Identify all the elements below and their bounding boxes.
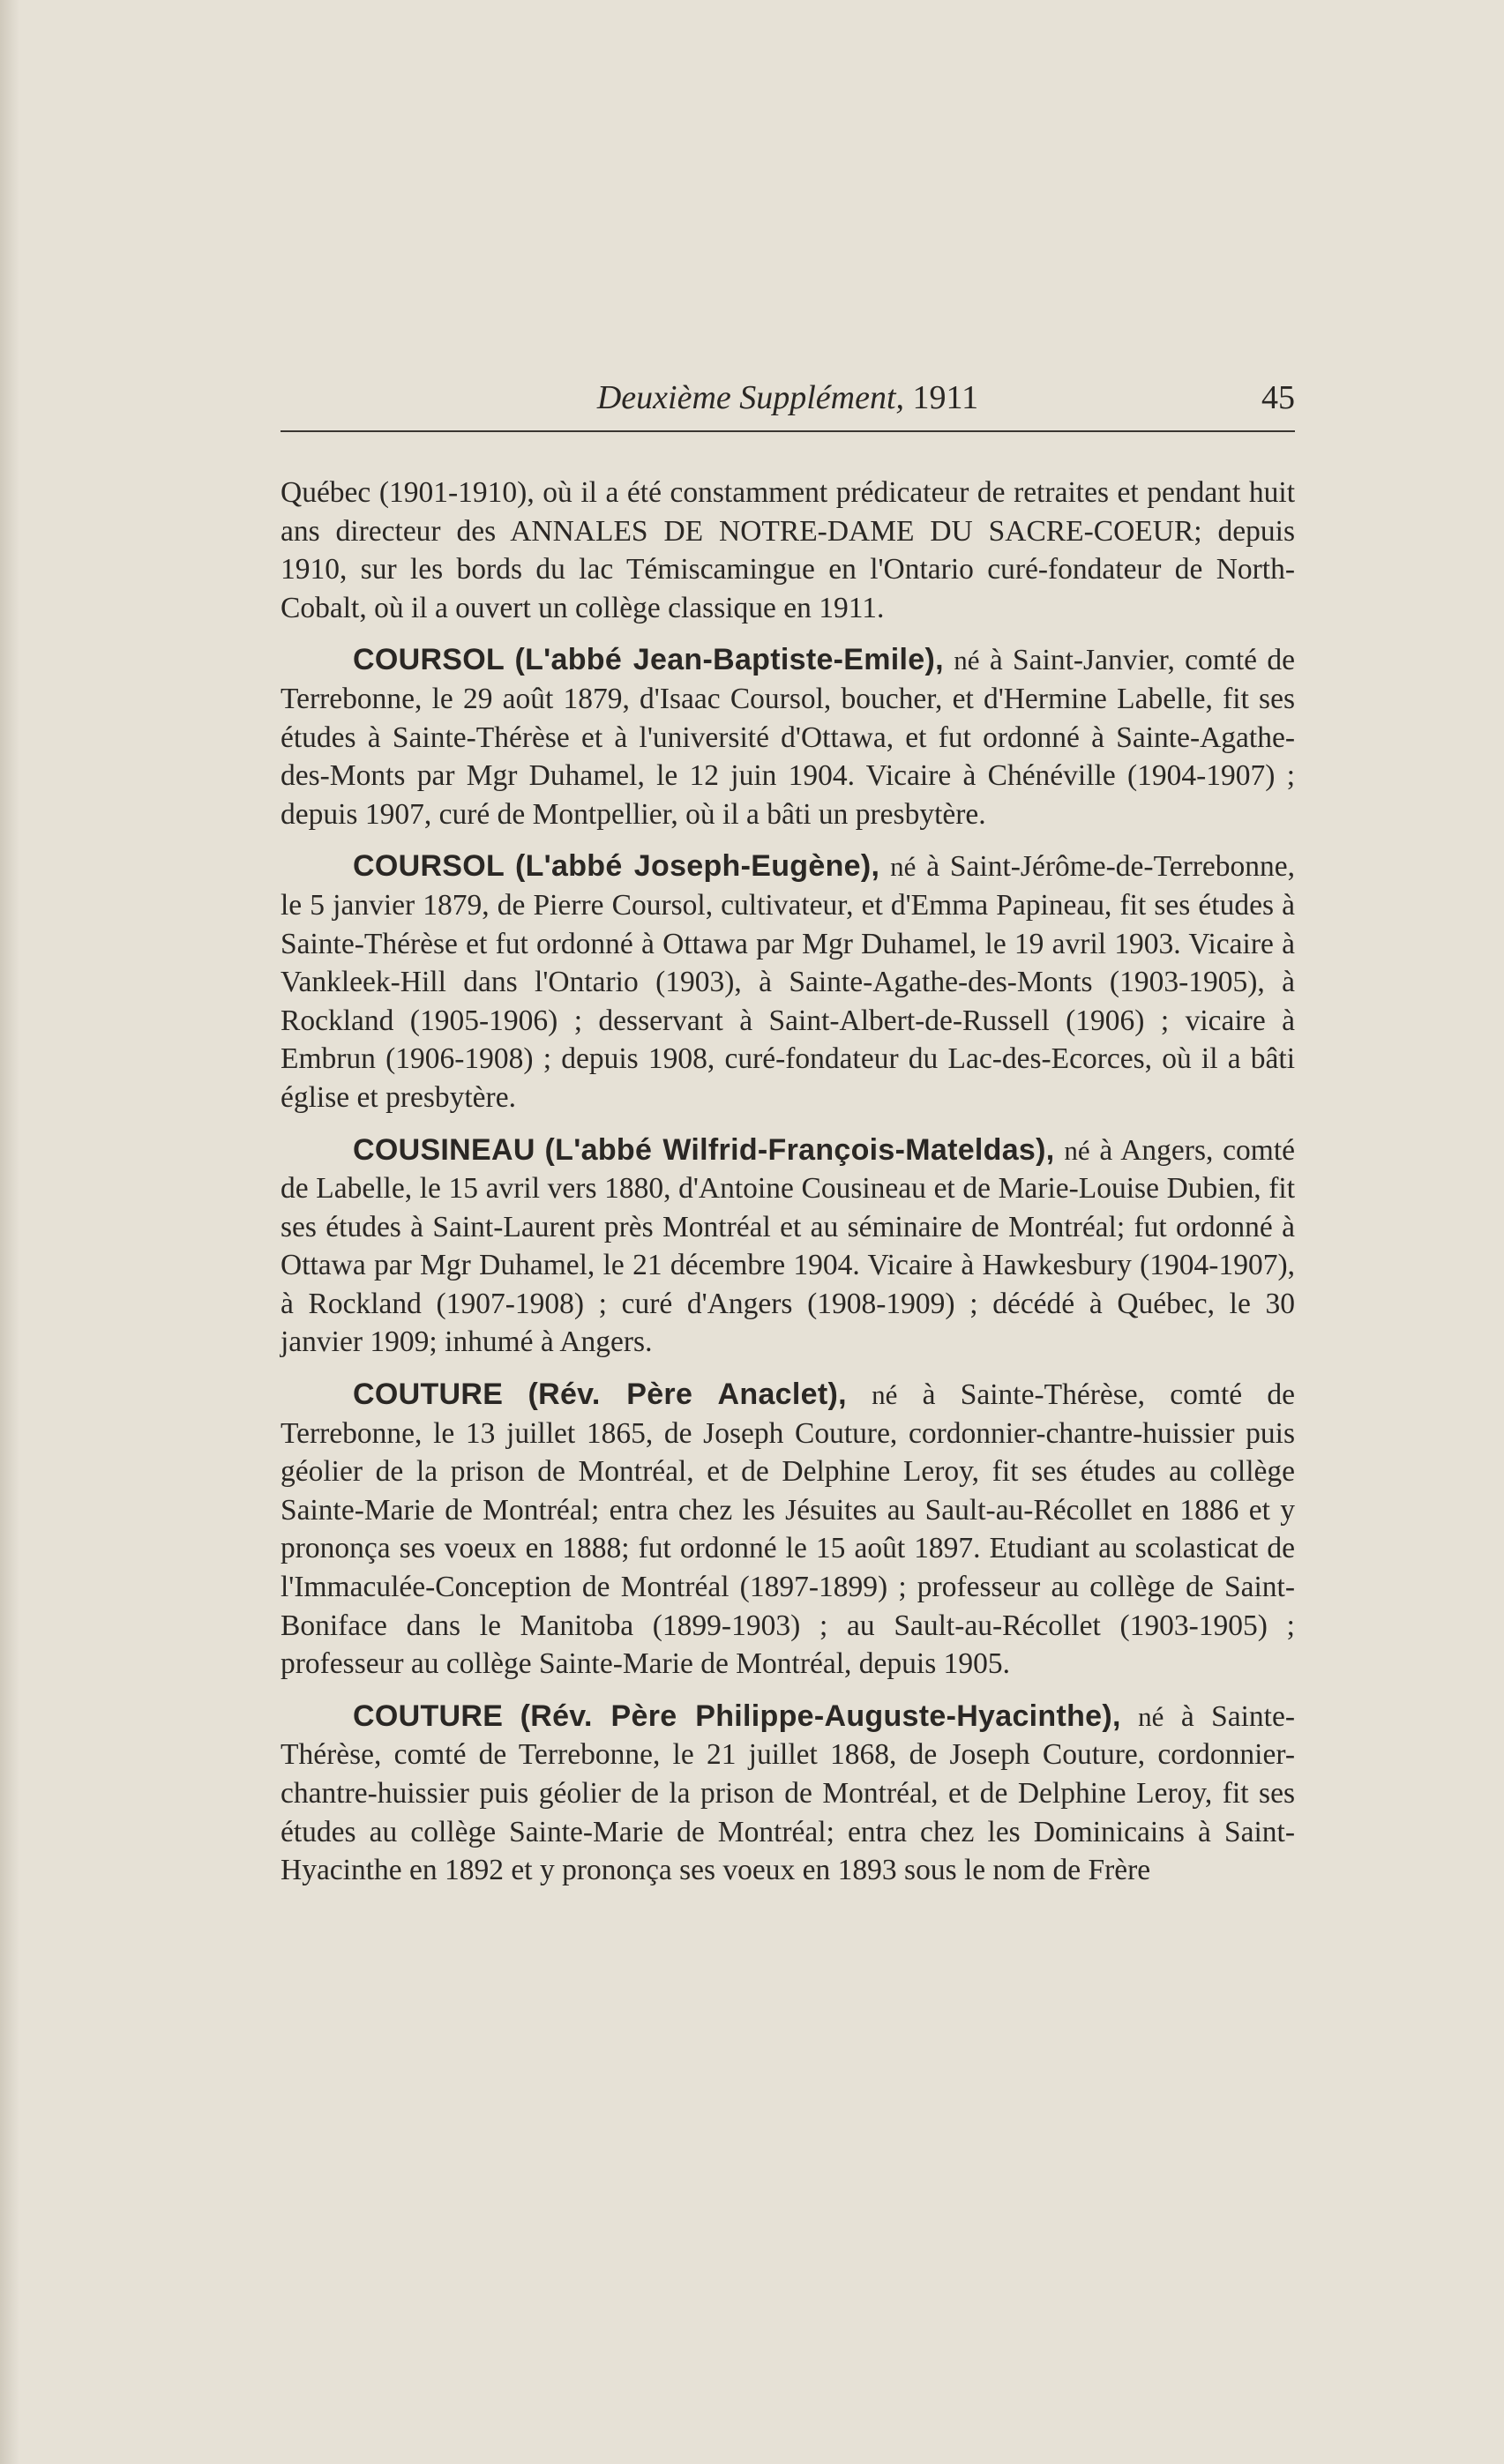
entry-text: à Sainte-Thérèse, comté de Terrebonne, le 21 juillet 1868, de Joseph Couture, cordonnier-chantre-huissier puis géolier de la prison de Montréal, et de Delphine Leroy, fit ses études au collège Sainte-Marie de Montréal; entra chez les Dominicains à Saint-Hyacinthe en 1892 et y prononça ses voeux en 1893 sous le nom de Frère [281,1699,1296,1887]
entry-coursol-joseph-eugene [281,847,1295,1116]
entry-couture-anaclet [281,1376,1295,1684]
entry-given-name: (L'abbé Wilfrid-François-Mateldas), [544,1132,1055,1167]
entry-born: né [890,851,917,883]
entry-couture-philippe [281,1698,1295,1890]
entry-surname: COURSOL [353,643,505,677]
text-block [281,474,1295,1890]
header-title [281,375,1295,421]
entry-text: à Saint-Janvier, comté de Terrebonne, le 29 août 1879, d'Isaac Coursol, boucher, et d'Hermine Labelle, fit ses études à Sainte-Thérèse et à l'université d'Ottawa, et fut ordonné à Sainte-Agathe-des-Monts par Mgr Duhamel, le 12 juin 1904. Vicaire à Chénéville (1904-1907) ; depuis 1907, curé de Montpellier, où il a bâti un presbytère. [281,644,1295,831]
entry-surname: COURSOL [353,849,505,884]
entry-text: à Angers, comté de Labelle, le 15 avril vers 1880, d'Antoine Cousineau et de Marie-Louise Dubien, fit ses études à Saint-Laurent près Montréal et au séminaire de Montréal; fut ordonné à Ottawa par Mgr Duhamel, le 21 décembre 1904. Vicaire à Hawkesbury (1904-1907), à Rockland (1907-1908) ; curé d'Angers (1908-1909) ; décédé à Québec, le 30 janvier 1909; inhumé à Angers. [281,1133,1296,1359]
header-year: 1911 [912,379,979,416]
continuation-paragraph: Québec (1901-1910), où il a été constamment prédicateur de retraites et pendant huit ans directeur des ANNALES DE NOTRE-DAME DU SACRE-COEUR; depuis 1910, sur les bords du lac Témiscamingue en l'Ontario curé-fondateur de North-Cobalt, où il a ouvert un collège classique en 1911. [281,476,1295,624]
entry-given-name: (Rév. Père Philippe-Auguste-Hyacinthe), [520,1699,1121,1733]
page-edge [0,0,19,2464]
entry-given-name: (L'abbé Jean-Baptiste-Emile), [514,643,944,677]
entry-text: à Saint-Jérôme-de-Terrebonne, le 5 janvier 1879, de Pierre Coursol, cultivateur, et d'Emma Papineau, fit ses études à Sainte-Thérèse et fut ordonné à Ottawa par Mgr Duhamel, le 19 avril 1903. Vicaire à Vankleek-Hill dans l'Ontario (1903), à Sainte-Agathe-des-Monts (1903-1905), à Rockland (1905-1906) ; desservant à Saint-Albert-de-Russell (1906) ; vicaire à Embrun (1906-1908) ; depuis 1908, curé-fondateur du Lac-des-Ecorces, où il a bâti église et presbytère. [281,850,1296,1114]
page-number: 45 [1261,379,1295,416]
header-rule [281,430,1295,432]
entry-born: né [1138,1700,1164,1732]
entry-surname: COUTURE [353,1378,504,1412]
entry-surname: COUTURE [353,1699,504,1733]
entry-surname: COUSINEAU [353,1132,535,1167]
entry-text: à Sainte-Thérèse, comté de Terrebonne, le 13 juillet 1865, de Joseph Couture, cordonnier-chantre-huissier puis géolier de la prison de Montréal, et de Delphine Leroy, fit ses études au collège Sainte-Marie de Montréal; entra chez les Jésuites au Sault-au-Récollet en 1886 et y prononça ses voeux en 1888; fut ordonné le 15 août 1897. Etudiant au scolasticat de l'Immaculée-Conception de Montréal (1897-1899) ; professeur au collège de Saint-Boniface dans le Manitoba (1899-1903) ; au Sault-au-Récollet (1903-1905) ; professeur au collège Sainte-Marie de Montréal, depuis 1905. [281,1378,1296,1681]
entry-cousineau-wilfrid [281,1131,1295,1363]
entry-given-name: (Rév. Père Anaclet), [528,1378,847,1412]
entry-born: né [872,1379,898,1411]
entry-born: né [1064,1134,1090,1166]
running-header [281,375,1295,421]
entry-born: né [954,645,980,676]
header-title-text: Deuxième Supplément, [596,379,905,416]
entry-given-name: (L'abbé Joseph-Eugène), [514,849,880,884]
entry-coursol-jean-baptiste [281,641,1295,833]
